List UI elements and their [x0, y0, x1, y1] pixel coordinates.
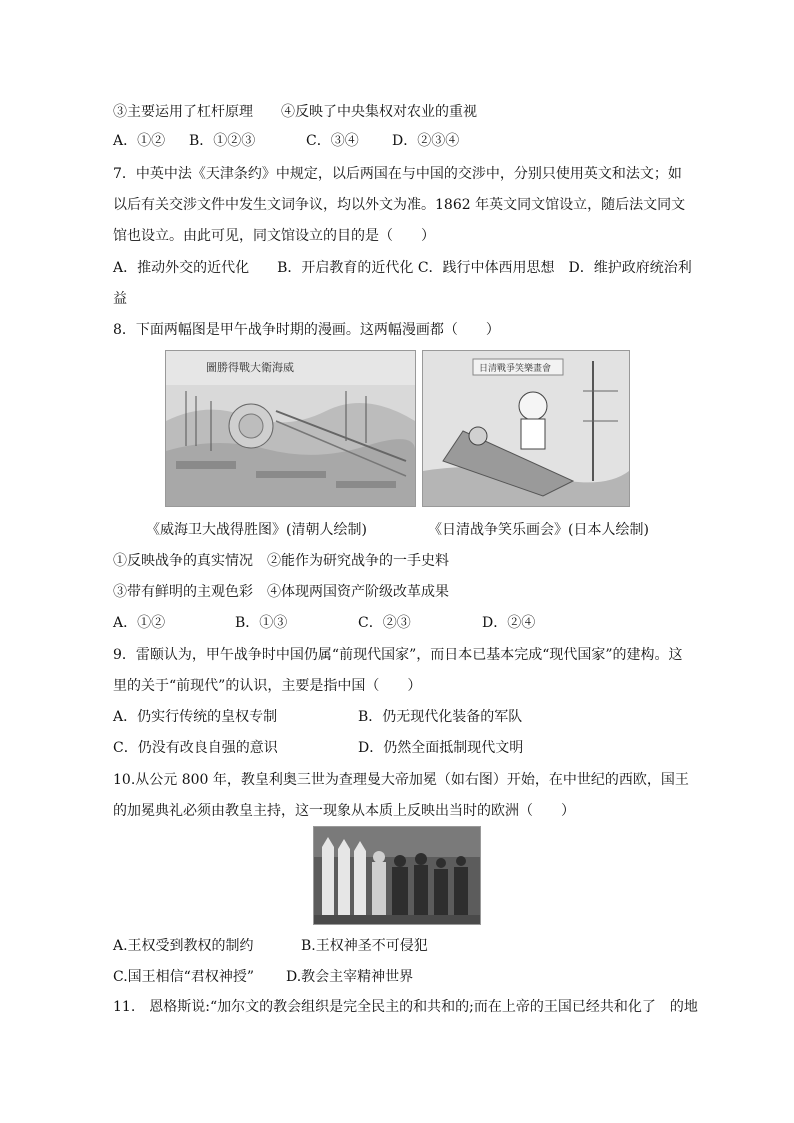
q8-option-d: D．②④ [482, 615, 536, 631]
weihaiwei-cartoon-image [165, 350, 416, 507]
q10-stem-line-1: 10.从公元 800 年，教皇利奥三世为查理曼大帝加冕（如右图）开始，在中世纪的西欧，国王 [113, 772, 689, 788]
q10-option-b: B.王权神圣不可侵犯 [301, 938, 428, 954]
q7-options-wrap: 益 [113, 291, 127, 307]
q6-option-a: A．①② [113, 133, 166, 149]
q9-option-c: C．仍没有改良自强的意识 [113, 740, 278, 756]
q8-stem: 8．下面两幅图是甲午战争时期的漫画。这两幅漫画都（ ） [113, 322, 500, 338]
coronation-painting-image [313, 826, 481, 925]
q6-statements-3-4: ③主要运用了杠杆原理 ④反映了中央集权对农业的重视 [113, 104, 477, 120]
sino-japanese-war-cartoon-image [422, 350, 630, 507]
q7-stem-line-1: 7．中英中法《天津条约》中规定，以后两国在与中国的交涉中，分别只使用英文和法文；如 [113, 166, 682, 182]
q10-stem-line-2: 的加冕典礼必须由教皇主持，这一现象从本质上反映出当时的欧洲（ ） [113, 803, 575, 819]
q9-option-b: B．仍无现代化装备的军队 [358, 709, 523, 725]
q7-stem-line-3: 馆也设立。由此可见，同文馆设立的目的是（ ） [113, 228, 435, 244]
q8-statements-1-2: ①反映战争的真实情况 ②能作为研究战争的一手史料 [113, 553, 449, 569]
q8-option-a: A．①② [113, 615, 166, 631]
q7-stem-line-2: 以后有关交涉文件中发生文词争议，均以外文为准。1862 年英文同文馆设立，随后法文同文 [113, 197, 686, 213]
q9-option-d: D．仍然全面抵制现代文明 [358, 740, 524, 756]
q9-option-a: A．仍实行传统的皇权专制 [113, 709, 278, 725]
q9-stem-line-2: 里的关于“前现代”的认识，主要是指中国（ ） [113, 678, 422, 694]
q10-option-d: D.教会主宰精神世界 [286, 969, 414, 985]
q11-stem-line-1: 11. 恩格斯说:“加尔文的教会组织是完全民主的和共和的;而在上帝的王国已经共和化了 的地 [113, 999, 698, 1015]
image2-title: 日清戰爭笑樂畫會 [479, 364, 552, 374]
image1-title: 圖勝得戰大衛海威 [206, 361, 294, 374]
q8-option-c: C．②③ [358, 615, 411, 631]
q8-statements-3-4: ③带有鲜明的主观色彩 ④体现两国资产阶级改革成果 [113, 584, 449, 600]
image2-caption: 《日清战争笑乐画会》(日本人绘制) [428, 522, 649, 538]
q6-option-d: D．②③④ [392, 133, 460, 149]
q7-options: A．推动外交的近代化 B．开启教育的近代化 C．践行中体西用思想 D．维护政府统治利 [113, 260, 692, 276]
image1-caption: 《威海卫大战得胜图》(清朝人绘制) [146, 522, 367, 538]
q6-option-b: B．①②③ [189, 133, 256, 149]
q10-option-a: A.王权受到教权的制约 [113, 938, 254, 954]
q9-stem-line-1: 9．雷颐认为，甲午战争时中国仍属“前现代国家”，而日本已基本完成“现代国家”的建构。这 [113, 647, 683, 663]
q8-option-b: B．①③ [235, 615, 288, 631]
q10-option-c: C.国王相信“君权神授” [113, 969, 254, 985]
q6-option-c: C．③④ [306, 133, 359, 149]
